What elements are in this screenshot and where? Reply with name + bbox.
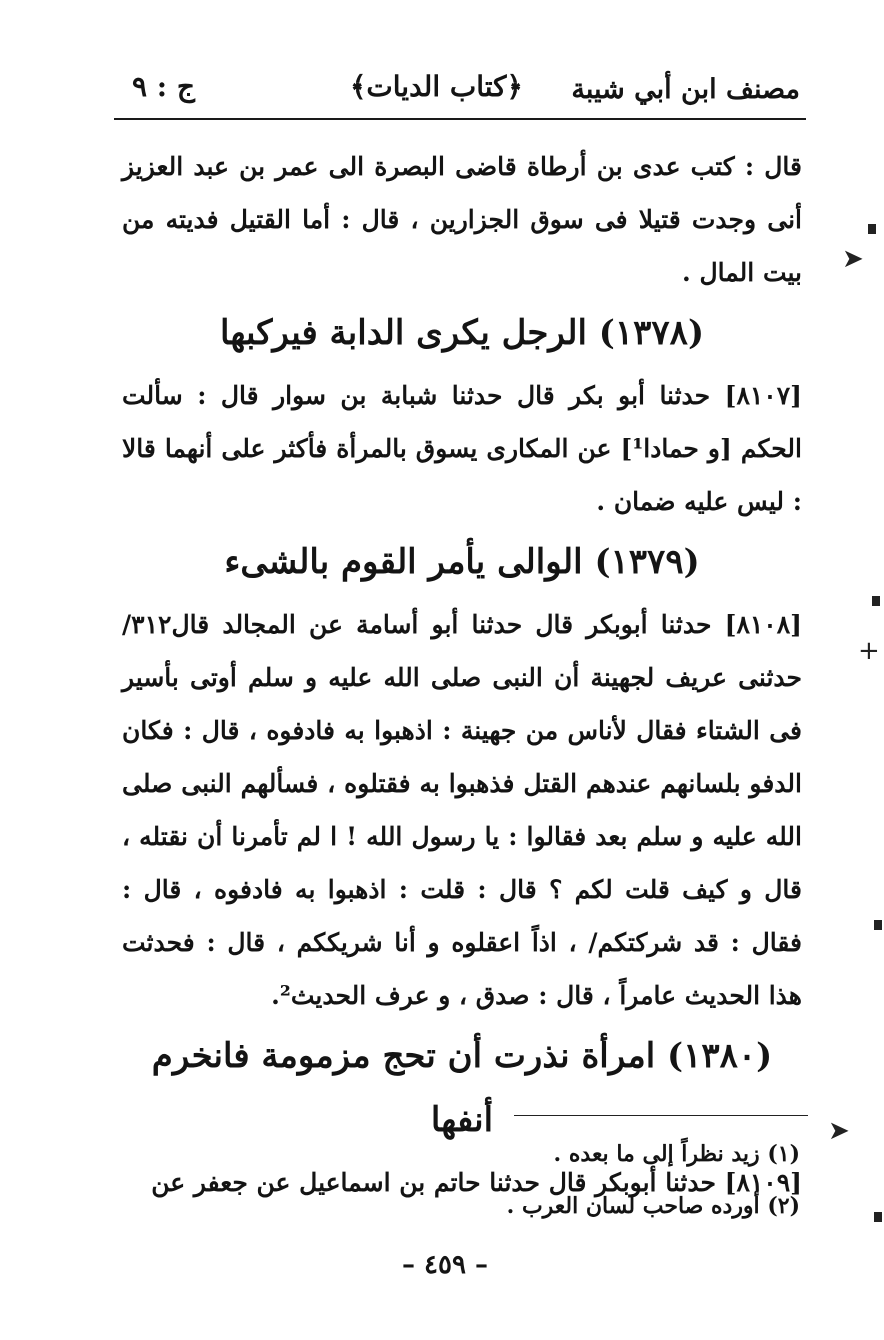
- footnote-1: (١) زيد نظراً إلى ما بعده .: [553, 1141, 800, 1167]
- margin-mark: [872, 596, 880, 606]
- hadith-8109: [٨١٠٩] حدثنا أبوبكر قال حدثنا حاتم بن اسماعيل عن جعفر عن: [151, 1168, 802, 1197]
- hadith-8108-text: [٨١٠٨] حدثنا أبوبكر قال حدثنا أبو أسامة عن المجالد قال حدثنى عريف لجهينة أن النبى صلى الله عليه و سلم أوتى بأسير فى الشتاء فقال لأناس من جهينة : اذهبوا به فادفوه ، قال : فكان الدفو بلسانهم عندهم القتل فذهبوا به فقتلوه ، فسألهم النبى صلى الله عليه و سلم بعد فقالوا : يا رسول الله ! ا لم تأمرنا أن نقتله ، قال و كيف قلت لكم ؟ قال : قلت : اذهبوا به فادفوه ، قال : فقال : قد شركتكم/ ، اذاً اعقلوه و أنا شريككم ، قال : فحدثت هذا الحديث عامراً ، قال : صدق ، و عرف الحديث².: [122, 610, 802, 1010]
- hadith-8107: [٨١٠٧] حدثنا أبو بكر قال حدثنا شبابة بن سوار قال : سألت الحكم [و حمادا¹] عن المكارى يسوق بالمرأة فأكثر على أنهما قالا : ليس عليه ضمان .: [122, 381, 802, 516]
- paragraph-continuation: قال : كتب عدى بن أرطاة قاضى البصرة الى عمر بن عبد العزيز أنى وجدت قتيلا فى سوق الجزارين ، قال : أما القتيل فديته من بيت المال .: [122, 152, 802, 287]
- margin-cross-icon: +: [858, 636, 880, 666]
- book-title: مصنف ابن أبي شيبة: [571, 74, 800, 105]
- manuscript-page-ref: ٣١٢/: [122, 610, 172, 639]
- section-heading-1379: (١٣٧٩) الوالى يأمر القوم بالشىء: [224, 542, 700, 582]
- section-heading-1378: (١٣٧٨) الرجل يكرى الدابة فيركبها: [219, 313, 705, 353]
- page-number: – ٤٥٩ –: [401, 1250, 489, 1280]
- chapter-title: ﴿كتاب الديات﴾: [350, 70, 523, 103]
- margin-arrow-icon: ➤: [828, 1116, 850, 1146]
- header-rule: [114, 118, 806, 120]
- hadith-8108: [122, 598, 802, 1022]
- margin-mark: [874, 920, 882, 930]
- volume-number: ج : ٩: [132, 70, 195, 103]
- section-heading-1380: (١٣٨٠) امرأة نذرت أن تحج مزمومة فانخرم أنفها: [151, 1036, 773, 1140]
- margin-mark: [874, 1212, 882, 1222]
- footnote-rule: [514, 1115, 808, 1116]
- main-text: [122, 140, 802, 1209]
- footnote-2: (٢) أورده صاحب لسان العرب .: [506, 1193, 800, 1219]
- running-header: [118, 62, 800, 116]
- margin-arrow-icon: ➤: [842, 244, 864, 274]
- footnotes: [300, 1128, 800, 1232]
- margin-mark: [868, 224, 876, 234]
